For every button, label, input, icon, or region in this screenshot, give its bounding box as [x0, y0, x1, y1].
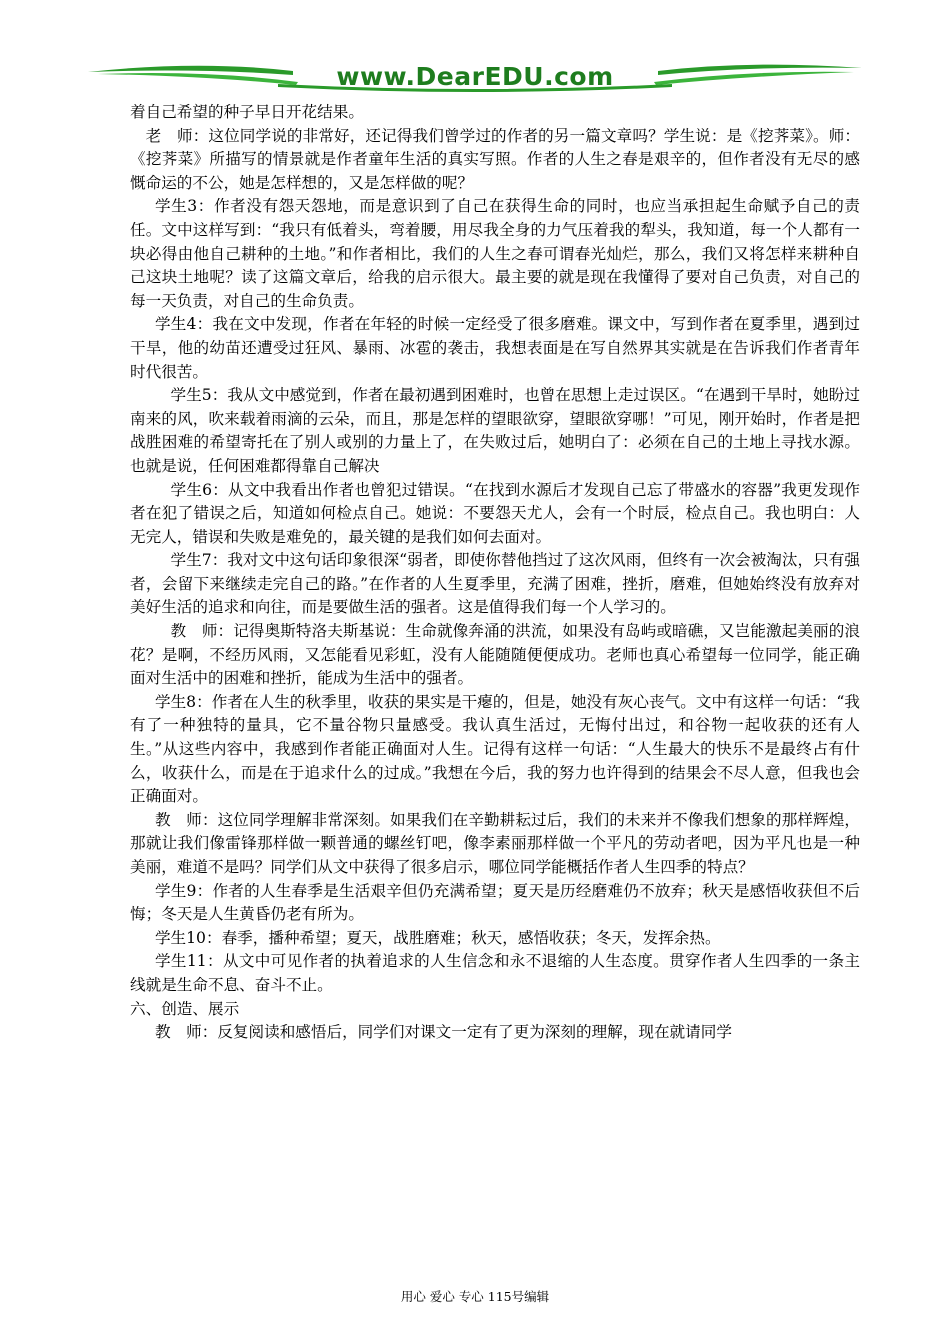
paragraph: 学生8：作者在人生的秋季里，收获的果实是干瘪的，但是，她没有灰心丧气。文中有这样一句话：“我有了一种独特的量具，它不量谷物只量感受。我认真生活过，无悔付出过，和谷物一起收获的还有人生。”从这些内容中，我感到作者能正确面对人生。记得有这样一句话：“人生最大的快乐不是最终占有什么，收获什么，而是在于追求什么的过成。”我想在今后，我的努力也许得到的结果会不尽人意，但我也会正确面对。	[130, 692, 860, 806]
paragraph: 六、创造、展示	[130, 999, 240, 1018]
paragraph: 学生4：我在文中发现，作者在年轻的时候一定经受了很多磨难。课文中，写到作者在夏季里，遇到过干旱，他的幼苗还遭受过狂风、暴雨、冰雹的袭击，我想表面是在写自然界其实就是在告诉我们作者青年时代很苦。	[130, 315, 860, 381]
paragraph: 学生10：春季，播种希望；夏天，战胜磨难；秋天，感悟收获；冬天，发挥余热。	[154, 928, 721, 947]
paragraph: 教 师：反复阅读和感悟后，同学们对课文一定有了更为深刻的理解，现在就请同学	[154, 1023, 732, 1042]
paragraph: 教 师：这位同学理解非常深刻。如果我们在辛勤耕耘过后，我们的未来并不像我们想象的那样辉煌，那就让我们像雷锋那样做一颗普通的螺丝钉吧，像李素丽那样做一个平凡的劳动者吧，因为平凡也是一种美丽，难道不是吗？同学们从文中获得了很多启示，哪位同学能概括作者人生四季的特点？	[130, 810, 860, 876]
paragraph: 着自己希望的种子早日开花结果。	[130, 103, 364, 121]
paragraph: 老 师：这位同学说的非常好，还记得我们曾学过的作者的另一篇文章吗？学生说：是《挖荠菜》。师：《挖荠菜》所描写的情景就是作者童年生活的真实写照。作者的人生之春是艰辛的，但作者没有无尽的感慨命运的不公，她是怎样想的，又是怎样做的呢？	[130, 126, 860, 192]
page-footer: 用心 爱心 专心 115号编辑	[400, 1289, 550, 1304]
paragraph: 学生5：我从文中感觉到，作者在最初遇到困难时，也曾在思想上走过误区。“在遇到干旱时，她盼过南来的风，吹来载着雨滴的云朵，而且，那是怎样的望眼欲穿，望眼欲穿哪！”可见，刚开始时，作者是把战胜困难的希望寄托在了别人或别的力量上了，在失败过后，她明白了：必须在自己的土地上寻找水源。也就是说，任何困难都得靠自己解决	[130, 386, 860, 475]
paragraph: 教 师：记得奥斯特洛夫斯基说：生命就像奔涌的洪流，如果没有岛屿或暗礁，又岂能激起美丽的浪花？是啊，不经历风雨，又怎能看见彩虹，没有人能随随便便成功。老师也真心希望每一位同学，能正确面对生活中的困难和挫折，能成为生活中的强者。	[130, 622, 860, 688]
paragraph: 学生9：作者的人生春季是生活艰辛但仍充满希望；夏天是历经磨难仍不放弃；秋天是感悟收获但不后悔；冬天是人生黄昏仍老有所为。	[130, 881, 860, 924]
paragraph: 学生3：作者没有怨天怨地，而是意识到了自己在获得生命的同时，也应当承担起生命赋予自己的责任。文中这样写到：“我只有低着头，弯着腰，用尽我全身的力气压着我的犁头，我知道，每一个人都有一块必得由他自己耕种的土地。”和作者相比，我们的人生之春可谓春光灿烂，那么，我们又将怎样来耕种自己这块土地呢？读了这篇文章后，给我的启示很大。最主要的就是现在我懂得了要对自己负责，对自己的每一天负责，对自己的生命负责。	[130, 197, 860, 310]
site-header-banner	[88, 54, 862, 98]
document-body	[130, 101, 860, 1045]
paragraph: 学生11：从文中可见作者的执着追求的人生信念和永不退缩的人生态度。贯穿作者人生四季的一条主线就是生命不息、奋斗不止。	[130, 952, 860, 994]
paragraph: 学生7：我对文中这句话印象很深“弱者，即使你替他挡过了这次风雨，但终有一次会被淘汰，只有强者，会留下来继续走完自己的路。”在作者的人生夏季里，充满了困难，挫折，磨难，但她始终没有放弃对美好生活的追求和向往，而是要做生活的强者。这是值得我们每一个人学习的。	[130, 551, 860, 617]
paragraph: 学生6：从文中我看出作者也曾犯过错误。“在找到水源后才发现自己忘了带盛水的容器”我更发现作者在犯了错误之后，知道如何检点自己。她说：不要怨天尤人，会有一个时辰，检点自己。我也明白：人无完人，错误和失败是难免的，最关键的是我们如何去面对。	[130, 480, 860, 546]
site-logo[interactable]: www.DearEDU.com	[336, 62, 614, 91]
